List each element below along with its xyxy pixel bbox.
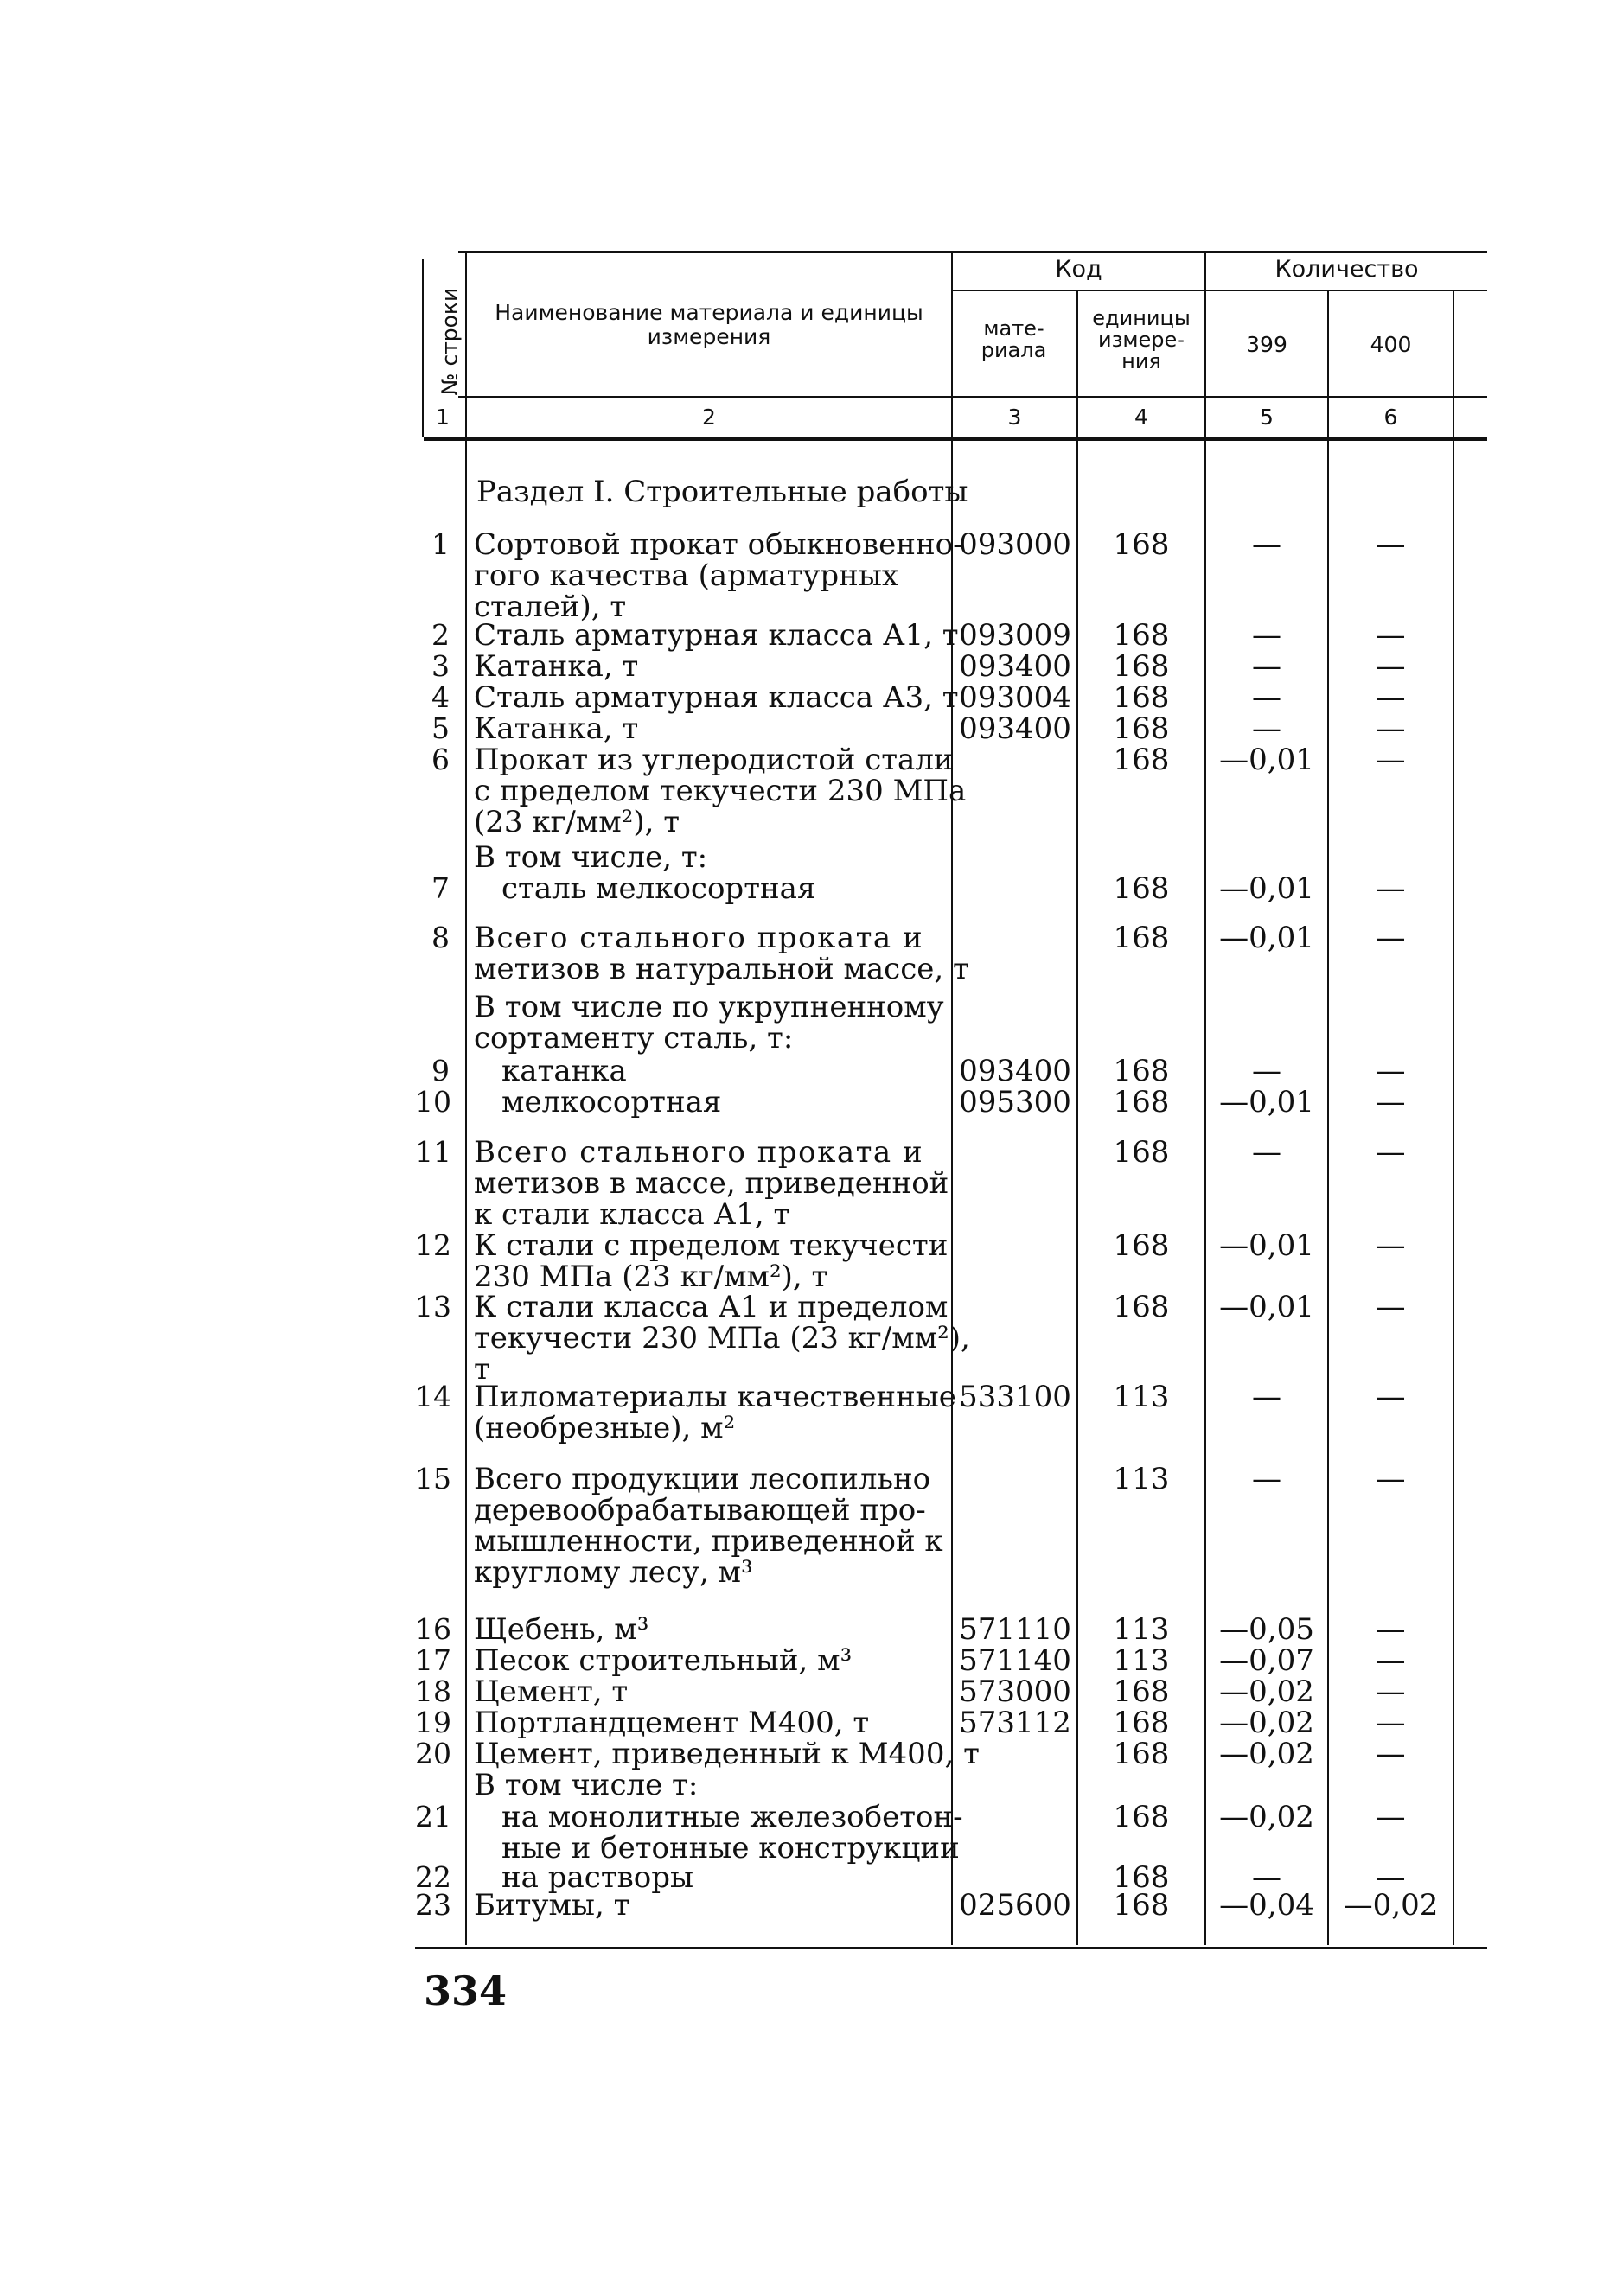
row-name-line: мышленности, приведенной к [474, 1524, 943, 1559]
row-name-line: мелкосортная [501, 1085, 722, 1119]
material-code: 533100 [959, 1380, 1071, 1414]
body-col-rule-6 [1453, 441, 1454, 1945]
qty-400-value: — [1376, 1643, 1406, 1678]
kol-sub-rule [1206, 290, 1487, 291]
qty-399-value: —0,02 [1219, 1706, 1314, 1740]
row-name-line: Сортовой прокат обыкновенно- [474, 527, 963, 562]
qty-399-value: —0,01 [1219, 1085, 1314, 1119]
qty-399-value: — [1252, 1462, 1281, 1496]
col-index-5: 5 [1260, 405, 1274, 430]
qty-400-value: — [1376, 1737, 1406, 1771]
row-name-line: В том числе, т: [474, 840, 708, 875]
body-col-rule-2 [951, 441, 953, 1945]
table-bottom-rule [415, 1947, 1487, 1949]
row-number: 17 [415, 1643, 451, 1677]
row-number: 20 [415, 1737, 451, 1770]
qty-400-value: — [1376, 680, 1406, 715]
col-index-6: 6 [1383, 405, 1398, 430]
col-rule-6 [1453, 290, 1454, 437]
qty-399-value: —0,02 [1219, 1674, 1314, 1709]
unit-code: 168 [1113, 618, 1170, 653]
row-name-line: В том числе т: [474, 1768, 699, 1802]
row-name-line: Портландцемент М400, т [474, 1706, 870, 1740]
page-number: 334 [424, 1968, 508, 2014]
material-code: 573112 [959, 1706, 1071, 1740]
unit-code: 168 [1113, 921, 1170, 955]
unit-code-header: единицы измере-ния [1092, 306, 1191, 374]
unit-code: 168 [1113, 1085, 1170, 1119]
qty-400-value: — [1376, 1290, 1406, 1324]
row-name-line: Катанка, т [474, 711, 639, 746]
unit-code: 168 [1113, 1706, 1170, 1740]
qty-400-value: — [1376, 1706, 1406, 1740]
unit-code: 113 [1113, 1612, 1170, 1647]
header-mid-rule [458, 396, 1487, 398]
qty-400-header: 400 [1370, 332, 1412, 357]
row-name-line: К стали с пределом текучести [474, 1228, 949, 1263]
row-name-line: К стали класса А1 и пределом [474, 1290, 949, 1324]
material-code: 093009 [959, 618, 1071, 653]
row-name-line: текучести 230 МПа (23 кг/мм²), [474, 1321, 970, 1355]
row-name-line: ные и бетонные конструкции [501, 1831, 960, 1866]
kolichestvo-header: Количество [1274, 256, 1419, 283]
row-number: 7 [431, 871, 450, 905]
col-index-4: 4 [1134, 405, 1148, 430]
row-name-line: сталей), т [474, 590, 627, 624]
row-name-line: 230 МПа (23 кг/мм²), т [474, 1260, 828, 1294]
unit-code: 168 [1113, 527, 1170, 562]
row-number: 4 [431, 680, 450, 714]
row-name-line: на монолитные железобетон- [501, 1800, 963, 1834]
row-number: 1 [431, 527, 450, 561]
qty-400-value: — [1376, 1135, 1406, 1170]
unit-code: 113 [1113, 1643, 1170, 1678]
row-number: 12 [415, 1228, 451, 1262]
row-number: 3 [431, 649, 450, 683]
qty-400-value: — [1376, 1800, 1406, 1834]
material-code: 093000 [959, 527, 1071, 562]
left-vertical-rule [422, 259, 424, 437]
qty-400-value: — [1376, 1462, 1406, 1496]
row-name-line: деревообрабатывающей про- [474, 1493, 926, 1527]
unit-code: 168 [1113, 1290, 1170, 1324]
unit-code: 168 [1113, 871, 1170, 906]
qty-400-value: — [1376, 921, 1406, 955]
unit-code: 168 [1113, 1228, 1170, 1263]
col-index-3: 3 [1007, 405, 1022, 430]
unit-code: 168 [1113, 743, 1170, 777]
unit-code: 168 [1113, 1054, 1170, 1088]
row-name-line: сталь мелкосортная [501, 871, 816, 906]
row-number: 10 [415, 1085, 451, 1119]
qty-399-header: 399 [1246, 332, 1287, 357]
row-name-line: Прокат из углеродистой стали [474, 743, 954, 777]
row-name-line: Всего стального проката и [474, 921, 924, 955]
col-index-1: 1 [436, 405, 450, 430]
unit-code: 168 [1113, 1737, 1170, 1771]
qty-399-value: — [1252, 1860, 1281, 1895]
row-name-line: катанка [501, 1054, 627, 1088]
row-name-line: Сталь арматурная класса А1, т [474, 618, 959, 653]
row-number: 2 [431, 618, 450, 652]
qty-400-value: — [1376, 649, 1406, 684]
material-code: 095300 [959, 1085, 1071, 1119]
qty-400-value: — [1376, 1054, 1406, 1088]
row-name-line: метизов в натуральной массе, т [474, 952, 969, 986]
qty-400-value: — [1376, 1674, 1406, 1709]
material-code: 093004 [959, 680, 1071, 715]
row-number: 14 [415, 1380, 451, 1413]
qty-399-value: —0,02 [1219, 1800, 1314, 1834]
row-name-line: Щебень, м³ [474, 1612, 649, 1647]
qty-400-value: — [1376, 1085, 1406, 1119]
qty-400-value: — [1376, 1228, 1406, 1263]
row-name-line: с пределом текучести 230 МПа [474, 774, 967, 808]
row-name-line: (23 кг/мм²), т [474, 805, 680, 839]
row-name-line: т [474, 1352, 490, 1387]
row-number: 15 [415, 1462, 451, 1496]
row-name-line: (необрезные), м² [474, 1411, 736, 1445]
row-number: 23 [415, 1888, 451, 1922]
qty-399-value: — [1252, 649, 1281, 684]
row-number-header: № строки [437, 287, 463, 396]
qty-400-value: — [1376, 618, 1406, 653]
unit-code: 113 [1113, 1380, 1170, 1414]
qty-400-value: —0,02 [1343, 1888, 1439, 1923]
body-col-rule-1 [465, 441, 467, 1945]
qty-399-value: — [1252, 618, 1281, 653]
row-name-line: Сталь арматурная класса А3, т [474, 680, 959, 715]
material-code: 571110 [959, 1612, 1071, 1647]
qty-399-value: — [1252, 527, 1281, 562]
qty-399-value: — [1252, 680, 1281, 715]
qty-399-value: — [1252, 711, 1281, 746]
qty-399-value: —0,07 [1219, 1643, 1314, 1678]
qty-400-value: — [1376, 1380, 1406, 1414]
unit-code: 168 [1113, 649, 1170, 684]
name-column-header: Наименование материала и единицы измерения [495, 300, 923, 349]
row-number: 13 [415, 1290, 451, 1323]
section-title: Раздел I. Строительные работы [476, 475, 968, 509]
row-name-line: Пиломатериалы качественные [474, 1380, 956, 1414]
qty-399-value: — [1252, 1380, 1281, 1414]
row-number: 9 [431, 1054, 450, 1087]
row-name-line: круглому лесу, м³ [474, 1555, 753, 1590]
row-name-line: гого качества (арматурных [474, 558, 899, 593]
material-code: 025600 [959, 1888, 1071, 1923]
row-number: 11 [415, 1135, 451, 1169]
qty-400-value: — [1376, 1612, 1406, 1647]
qty-400-value: — [1376, 743, 1406, 777]
row-number: 5 [431, 711, 450, 745]
row-name-line: Битумы, т [474, 1888, 630, 1923]
unit-code: 168 [1113, 1888, 1170, 1923]
qty-399-value: —0,01 [1219, 1228, 1314, 1263]
unit-code: 168 [1113, 1135, 1170, 1170]
unit-code: 168 [1113, 711, 1170, 746]
row-name-line: к стали класса А1, т [474, 1197, 790, 1232]
row-name-line: Песок строительный, м³ [474, 1643, 853, 1678]
row-name-line: Всего стального проката и [474, 1135, 924, 1170]
row-number: 18 [415, 1674, 451, 1708]
kod-sub-rule [951, 290, 1206, 291]
material-code: 571140 [959, 1643, 1071, 1678]
material-code: 573000 [959, 1674, 1071, 1709]
qty-399-value: —0,05 [1219, 1612, 1314, 1647]
qty-400-value: — [1376, 1860, 1406, 1895]
kod-header: Код [1055, 256, 1102, 283]
row-name-line: Катанка, т [474, 649, 639, 684]
row-number: 21 [415, 1800, 451, 1834]
unit-code: 168 [1113, 1860, 1170, 1895]
qty-400-value: — [1376, 711, 1406, 746]
qty-399-value: —0,02 [1219, 1737, 1314, 1771]
qty-399-value: —0,01 [1219, 743, 1314, 777]
material-code-header: мате-риала [981, 316, 1047, 363]
unit-code: 168 [1113, 1800, 1170, 1834]
row-number: 16 [415, 1612, 451, 1646]
material-code: 093400 [959, 649, 1071, 684]
row-name-line: Всего продукции лесопильно [474, 1462, 931, 1496]
qty-399-value: — [1252, 1054, 1281, 1088]
row-number: 22 [415, 1860, 451, 1894]
qty-399-value: —0,01 [1219, 871, 1314, 906]
row-name-line: Цемент, приведенный к М400, т [474, 1737, 980, 1771]
row-name-line: В том числе по укрупненному [474, 990, 944, 1024]
header-top-rule [458, 251, 1487, 253]
qty-399-value: —0,01 [1219, 1290, 1314, 1324]
material-code: 093400 [959, 1054, 1071, 1088]
col-index-2: 2 [702, 405, 716, 430]
row-name-line: Цемент, т [474, 1674, 629, 1709]
row-number: 8 [431, 921, 450, 954]
qty-399-value: —0,04 [1219, 1888, 1314, 1923]
row-number: 19 [415, 1706, 451, 1739]
unit-code: 113 [1113, 1462, 1170, 1496]
unit-code: 168 [1113, 1674, 1170, 1709]
unit-code: 168 [1113, 680, 1170, 715]
qty-400-value: — [1376, 527, 1406, 562]
row-number: 6 [431, 743, 450, 776]
row-name-line: метизов в массе, приведенной [474, 1166, 949, 1201]
material-code: 093400 [959, 711, 1071, 746]
row-name-line: на растворы [501, 1860, 694, 1895]
row-name-line: сортаменту сталь, т: [474, 1021, 794, 1056]
qty-399-value: — [1252, 1135, 1281, 1170]
qty-400-value: — [1376, 871, 1406, 906]
qty-399-value: —0,01 [1219, 921, 1314, 955]
